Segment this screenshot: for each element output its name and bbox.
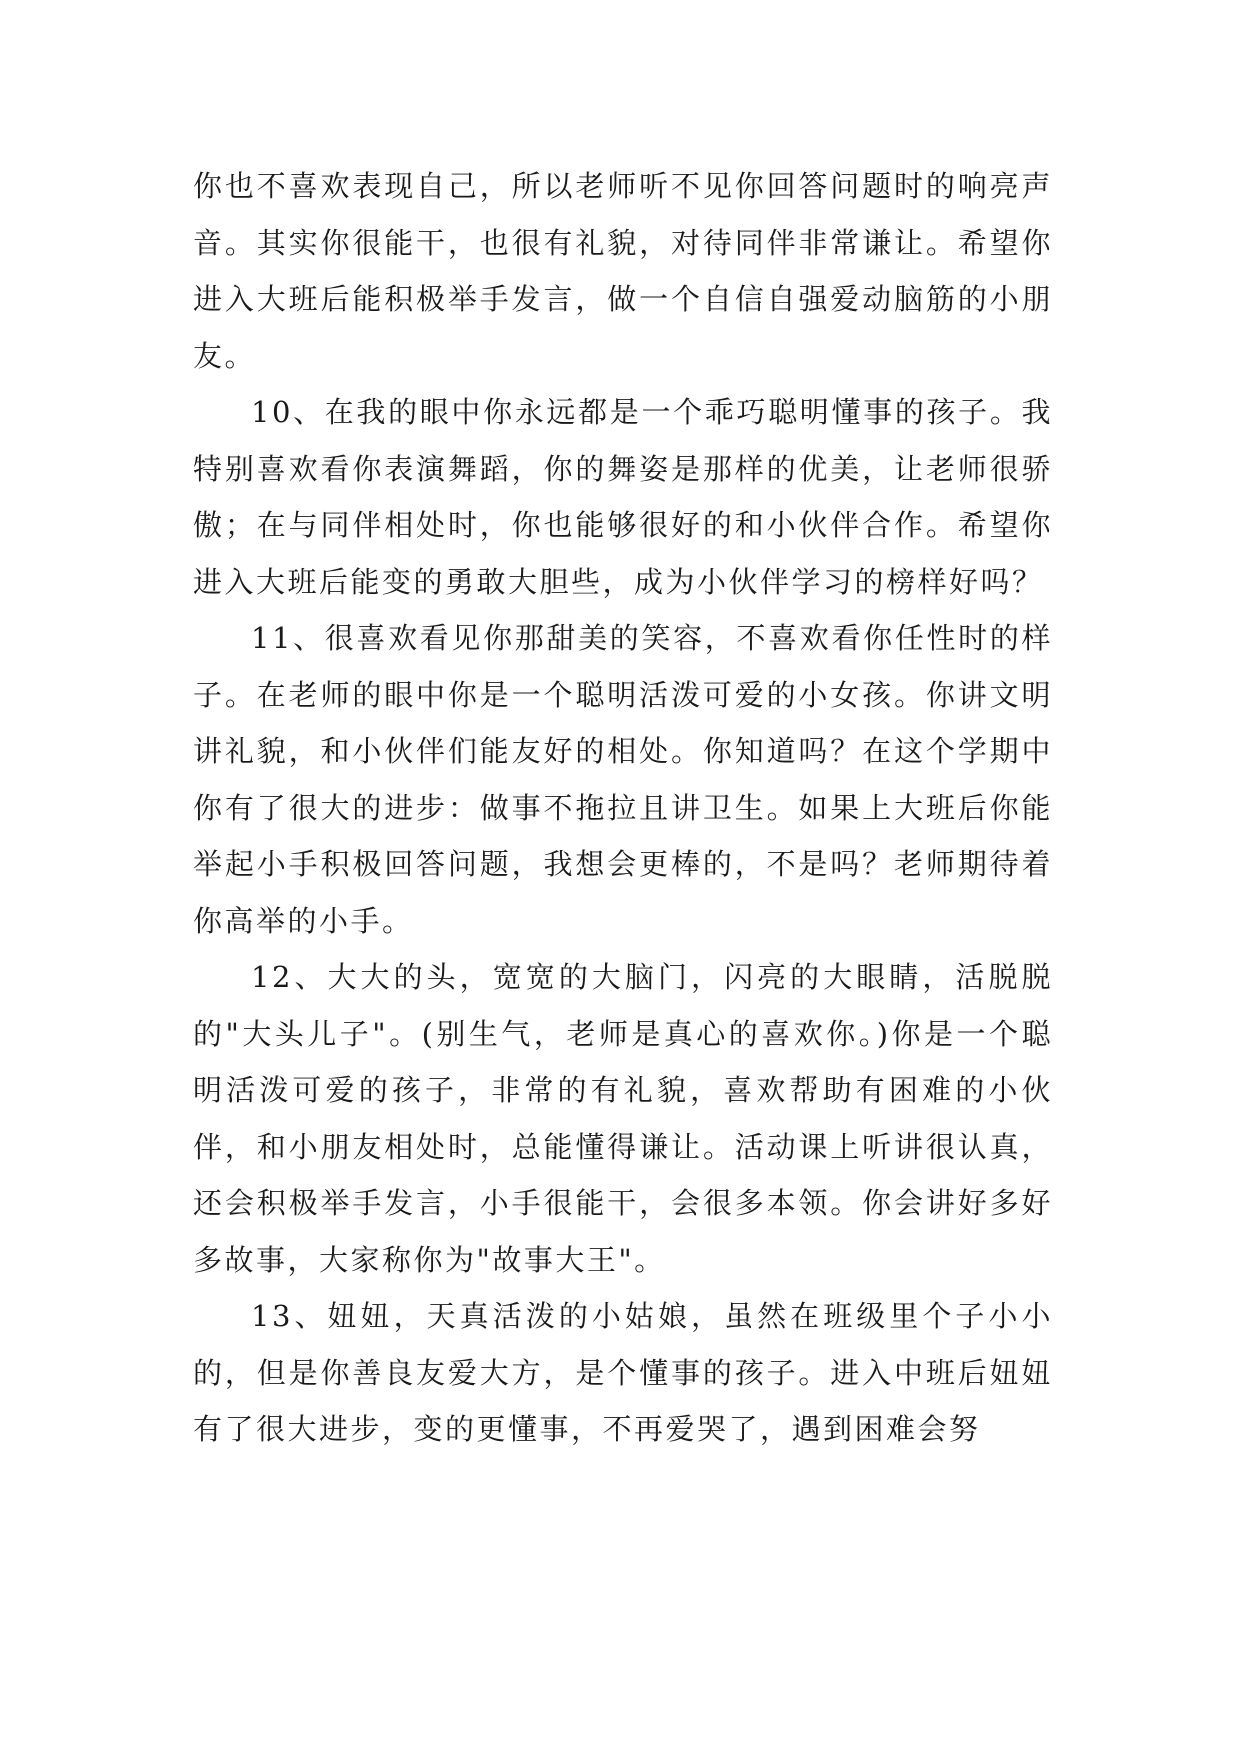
paragraph-12: 12、大大的头，宽宽的大脑门，闪亮的大眼睛，活脱脱的"大头儿子"。(别生气，老师是真心的喜欢你。)你是一个聪明活泼可爱的孩子，非常的有礼貌，喜欢帮助有困难的小伙伴，和小朋友相处时，总能懂得谦让。活动课上听讲很认真，还会积极举手发言，小手很能干，会很多本领。你会讲好多好多故事，大家称你为"故事大王"。 bbox=[193, 960, 1053, 1277]
paragraph-10: 10、在我的眼中你永远都是一个乖巧聪明懂事的孩子。我特别喜欢看你表演舞蹈，你的舞姿是那样的优美，让老师很骄傲；在与同伴相处时，你也能够很好的和小伙伴合作。希望你进入大班后能变的勇敢大胆些，成为小伙伴学习的榜样好吗？ bbox=[193, 395, 1053, 599]
paragraph-11: 11、很喜欢看见你那甜美的笑容，不喜欢看你任性时的样子。在老师的眼中你是一个聪明活泼可爱的小女孩。你讲文明讲礼貌，和小伙伴们能友好的相处。你知道吗？在这个学期中你有了很大的进步：做事不拖拉且讲卫生。如果上大班后你能举起小手积极回答问题，我想会更棒的，不是吗？老师期待着你高举的小手。 bbox=[193, 621, 1053, 938]
paragraph-13: 13、妞妞，天真活泼的小姑娘，虽然在班级里个子小小的，但是你善良友爱大方，是个懂事的孩子。进入中班后妞妞有了很大进步，变的更懂事，不再爱哭了，遇到困难会努 bbox=[193, 1299, 1053, 1446]
paragraph-continued: 你也不喜欢表现自己，所以老师听不见你回答问题时的响亮声音。其实你很能干，也很有礼貌，对待同伴非常谦让。希望你进入大班后能积极举手发言，做一个自信自强爱动脑筋的小朋友。 bbox=[193, 169, 1053, 373]
document-body bbox=[193, 158, 1053, 1458]
